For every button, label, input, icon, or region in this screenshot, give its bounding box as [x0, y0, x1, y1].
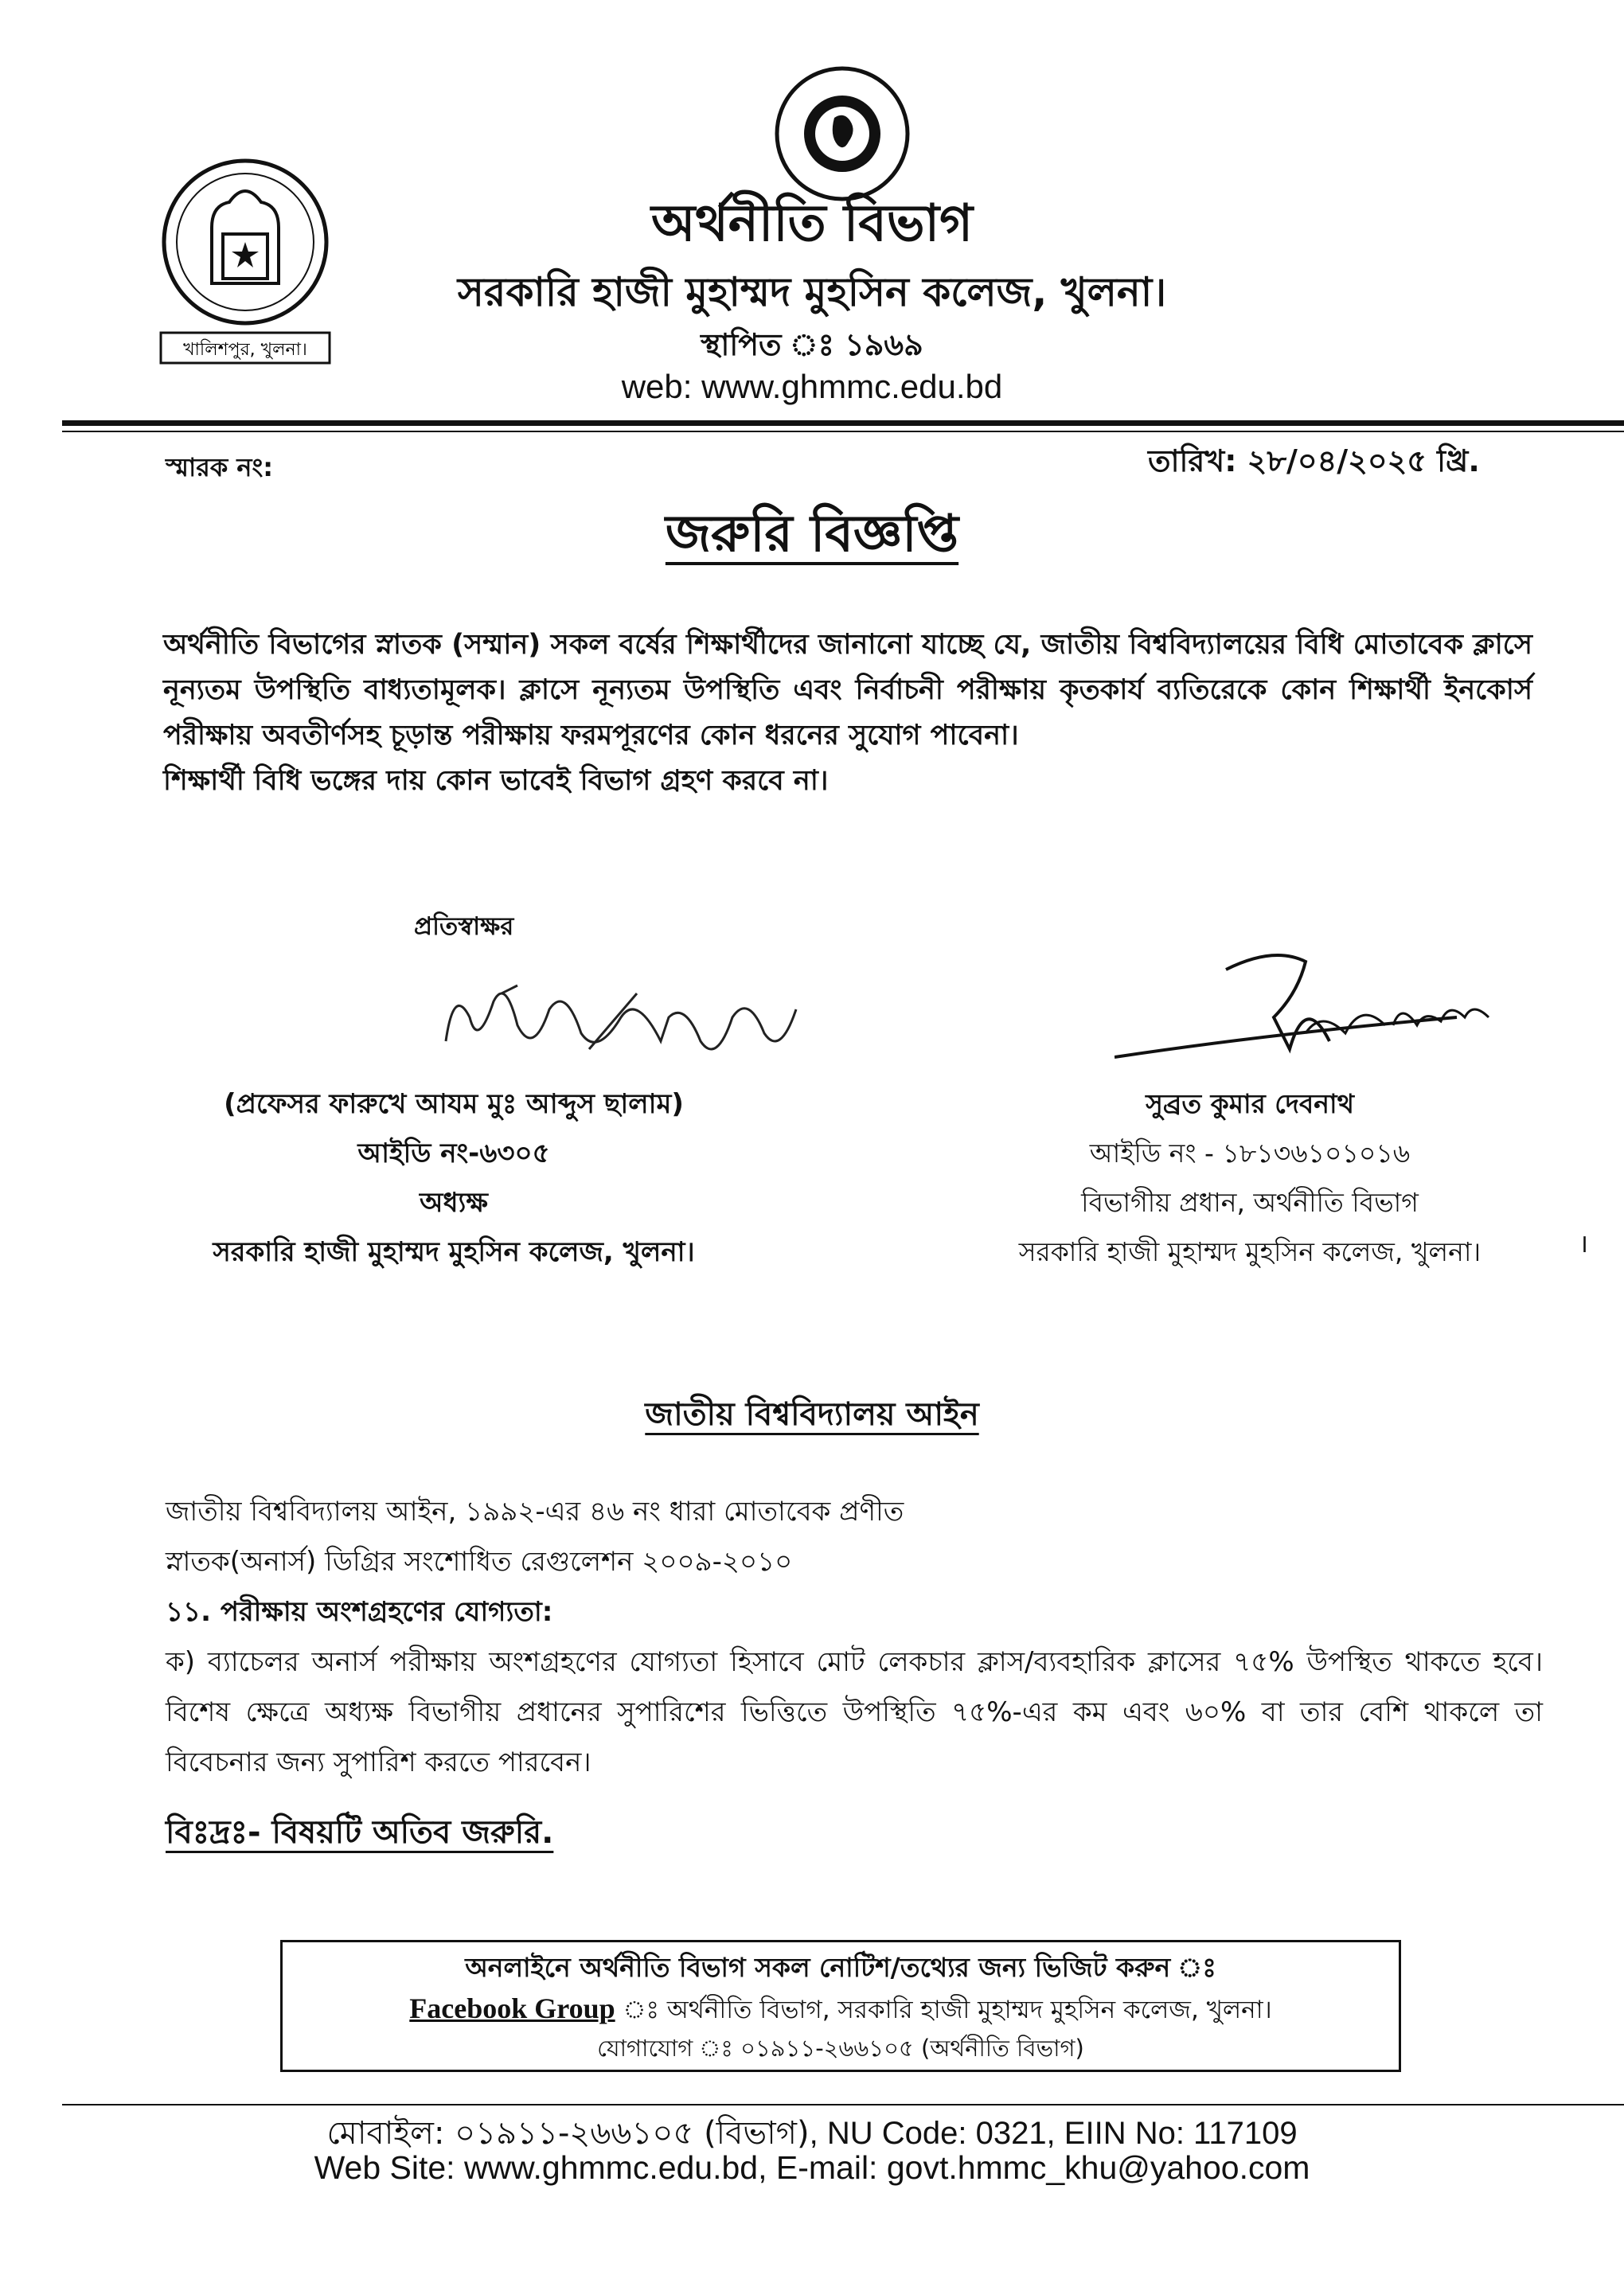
notice-title-text: জরুরি বিজ্ঞপ্তি — [665, 505, 959, 564]
government-seal — [771, 62, 914, 205]
principal-signature — [430, 970, 812, 1081]
principal-id: আইডি নং-৬৩০৫ — [357, 1138, 550, 1169]
notice-body-text-2: শিক্ষার্থী বিধি ভঙ্গের দায় কোন ভাবেই বিভাগ গ্রহণ করবে না। — [163, 765, 829, 797]
header-divider — [62, 420, 1624, 426]
law-clause: ক) ব্যাচেলর অনার্স পরীক্ষায় অংশগ্রহণের যোগ্যতা হিসাবে মোট লেকচার ক্লাস/ব্যবহারিক ক্লাসের ৭৫% উপস্থিত থাকতে হবে। বিশেষ ক্ষেত্রে অধ্যক্ষ বিভাগীয় প্রধানের সুপারিশের ভিত্তিতে উপস্থিতি ৭৫%-এর কম এবং ৬০% বা তার বেশি থাকলে তা বিবেচনার জন্য সুপারিশ করতে পারবেন। — [166, 1646, 1543, 1778]
established-year: স্থাপিত ঃ ১৯৬৯ — [701, 327, 923, 362]
college-title: সরকারি হাজী মুহাম্মদ মুহসিন কলেজ, খুলনা। — [457, 269, 1167, 315]
notice-title — [0, 495, 1624, 580]
principal-designation: অধ্যক্ষ — [420, 1187, 488, 1219]
svg-text:খালিশপুর, খুলনা।: খালিশপুর, খুলনা। — [183, 340, 307, 360]
nota-bene — [166, 1807, 553, 1860]
footer-website-email: Web Site: www.ghmmc.edu.bd, E-mail: govt.hmmc_khu@yahoo.com — [314, 2149, 1310, 2186]
law-section-title-text: জাতীয় বিশ্ববিদ্যালয় আইন — [645, 1396, 979, 1433]
law-line-1: জাতীয় বিশ্ববিদ্যালয় আইন, ১৯৯২-এর ৪৬ নং ধারা মোতাবেক প্রণীত — [166, 1496, 904, 1528]
department-head-id: আইডি নং - ১৮১৩৬১০১০১৬ — [1089, 1138, 1411, 1169]
notice-date: তারিখ: ২৮/০৪/২০২৫ খ্রি. — [1148, 443, 1480, 478]
info-box-contact: যোগাযোগ ঃ ০১৯১১-২৬৬১০৫ (অর্থনীতি বিভাগ) — [597, 2035, 1084, 2062]
countersign-label: প্রতিস্বাক্ষর — [414, 912, 514, 941]
info-box-facebook — [283, 1988, 1399, 2030]
footer-codes: , NU Code: 0321, EIIN No: 117109 — [809, 2116, 1298, 2151]
memo-number-label: স্মারক নং: — [166, 452, 274, 482]
trailing-mark: । — [1579, 1228, 1589, 1259]
principal-name: (প্রফেসর ফারুখে আযম মুঃ আব্দুস ছালাম) — [224, 1088, 684, 1120]
law-heading: ১১. পরীক্ষায় অংশগ্রহণের যোগ্যতা: — [166, 1596, 553, 1628]
online-info-box — [280, 1940, 1401, 2072]
facebook-group-text: ঃ অর্থনীতি বিভাগ, সরকারি হাজী মুহাম্মদ মুহসিন কলেজ, খুলনা। — [615, 1996, 1272, 2024]
header-website: web: www.ghmmc.edu.bd — [621, 368, 1003, 405]
header-divider-thin — [62, 431, 1624, 432]
facebook-group-link[interactable]: Facebook Group — [409, 1992, 615, 2024]
law-line-2: স্নাতক(অনার্স) ডিগ্রির সংশোধিত রেগুলেশন ২০০৯-২০১০ — [166, 1546, 793, 1578]
department-head-signature — [1115, 946, 1528, 1065]
department-head-designation: বিভাগীয় প্রধান, অর্থনীতি বিভাগ — [1081, 1187, 1419, 1218]
nota-bene-text: বিঃদ্রঃ- বিষয়টি অতিব জরুরি. — [166, 1814, 554, 1851]
law-section-title — [0, 1389, 1624, 1442]
footer-mobile: মোবাইল: ০১৯১১-২৬৬১০৫ (বিভাগ) — [326, 2115, 810, 2152]
principal-signatory-block — [167, 1079, 740, 1277]
law-section-body — [166, 1487, 1543, 1788]
department-head-name: সুব্রত কুমার দেবনাথ — [1146, 1088, 1354, 1119]
principal-org: সরকারি হাজী মুহাম্মদ মুহসিন কলেজ, খুলনা। — [213, 1236, 695, 1268]
footer-divider — [62, 2104, 1624, 2105]
info-box-heading: অনলাইনে অর্থনীতি বিভাগ সকল নোটিশ/তথ্যের জন্য ভিজিট করুন ঃ — [465, 1952, 1216, 1983]
notice-body-text: অর্থনীতি বিভাগের স্নাতক (সম্মান) সকল বর্ষের শিক্ষার্থীদের জানানো যাচ্ছে যে, জাতীয় বিশ্ববিদ্যালয়ের বিধি মোতাবেক ক্লাসে নূন্যতম উপস্থিতি বাধ্যতামূলক। ক্লাসে নূন্যতম উপস্থিতি এবং নির্বাচনী পরীক্ষায় কৃতকার্য ব্যতিরেকে কোন শিক্ষার্থী ইনকোর্স পরীক্ষায় অবতীর্ণসহ চূড়ান্ত পরীক্ষায় ফরমপূরণের কোন ধরনের সুযোগ পাবেনা। — [163, 629, 1532, 751]
department-head-signatory-block — [939, 1079, 1560, 1277]
notice-body — [163, 622, 1532, 804]
department-title: অর্থনীতি বিভাগ — [650, 194, 974, 253]
department-head-org: সরকারি হাজী মুহাম্মদ মুহসিন কলেজ, খুলনা। — [1018, 1236, 1482, 1267]
